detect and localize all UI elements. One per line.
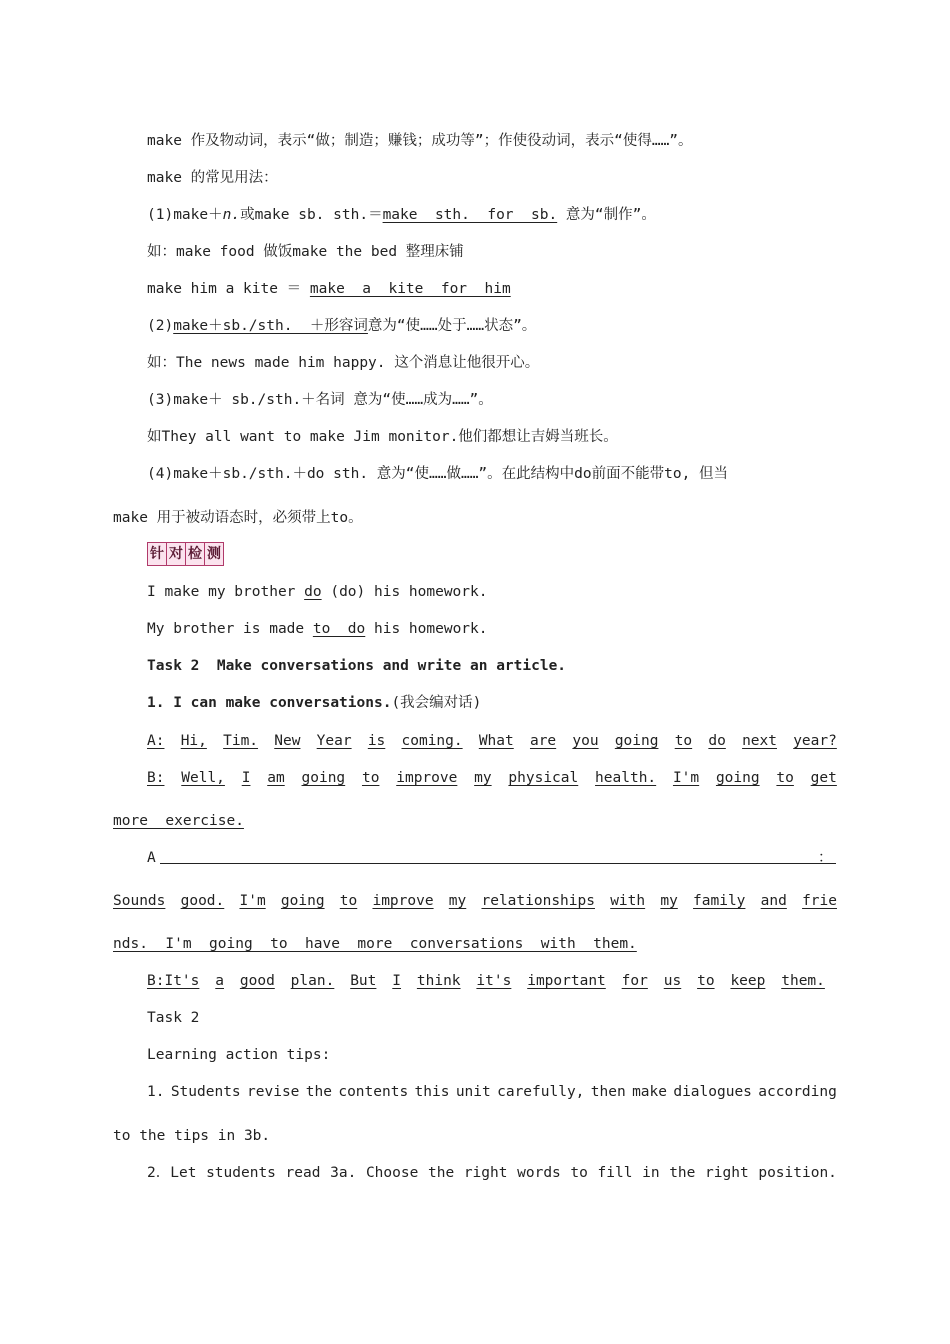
task-subheading xyxy=(147,693,481,713)
text-line: 如：make food 做饭make the bed 整理床铺 xyxy=(147,244,464,260)
word: and xyxy=(760,893,787,909)
word: my xyxy=(474,770,492,786)
word: What xyxy=(478,733,514,749)
text-segment: (我会编对话) xyxy=(391,695,482,711)
word: coming. xyxy=(401,733,463,749)
word: Well, xyxy=(181,770,225,786)
exercise-line xyxy=(147,582,487,602)
answer-rule xyxy=(160,863,836,864)
word: B: xyxy=(147,770,165,786)
italic-n: n. xyxy=(222,207,241,223)
text-line xyxy=(147,205,656,225)
text-line: (4)make＋sb./sth.＋do sth. 意为“使……做……”。在此结构中do前面不能带to, 但当 xyxy=(147,466,729,482)
text-segment: (1)make＋ xyxy=(147,207,223,223)
word: to xyxy=(776,770,794,786)
word: position. xyxy=(758,1165,837,1181)
word: students xyxy=(206,1165,276,1181)
badge-char: 对 xyxy=(167,543,186,565)
tip-line xyxy=(147,1082,837,1102)
word: important xyxy=(527,973,606,989)
word: right xyxy=(463,1165,508,1181)
word: 2．Let xyxy=(147,1165,197,1181)
badge-char: 测 xyxy=(207,546,221,562)
word: are xyxy=(529,733,557,749)
dialogue-line: more exercise. xyxy=(113,813,244,829)
word: going xyxy=(301,770,346,786)
text-segment: My brother is made xyxy=(147,621,313,637)
exercise-line xyxy=(147,619,487,639)
text-segment: 意为“使……处于……状态”。 xyxy=(367,318,537,334)
word: I'm xyxy=(672,770,700,786)
word: But xyxy=(350,973,377,989)
word: 1. xyxy=(147,1084,165,1100)
word: fill xyxy=(597,1165,633,1181)
word: think xyxy=(416,973,461,989)
word: get xyxy=(810,770,837,786)
word: is xyxy=(367,733,386,749)
word: year? xyxy=(793,733,837,749)
word: a xyxy=(215,973,224,989)
word: good xyxy=(239,973,275,989)
word: with xyxy=(610,893,646,909)
word: I'm xyxy=(239,893,266,909)
text-segment: his homework. xyxy=(365,621,488,637)
word: us xyxy=(663,973,682,989)
word: good. xyxy=(180,893,225,909)
badge-char: 检 xyxy=(186,543,205,565)
word: to xyxy=(339,893,358,909)
word: revise xyxy=(247,1084,300,1100)
word: right xyxy=(705,1165,749,1181)
word: unit xyxy=(455,1084,491,1100)
text-line xyxy=(147,279,511,299)
word: it's xyxy=(476,973,512,989)
text-line: make 的常见用法： xyxy=(147,170,278,186)
word: family xyxy=(693,893,746,909)
word: going xyxy=(614,733,659,749)
word: B:It's xyxy=(147,973,200,989)
text-segment: make him a kite ＝ xyxy=(147,281,310,297)
word: in xyxy=(642,1165,660,1181)
word: going xyxy=(280,893,325,909)
word: for xyxy=(621,973,648,989)
word: make xyxy=(632,1084,667,1100)
tips-label: Learning action tips: xyxy=(147,1047,331,1063)
word: to xyxy=(361,770,380,786)
text-segment: (2) xyxy=(147,318,174,334)
word: them. xyxy=(781,973,825,989)
text-line: (3)make＋ sb./sth.＋名词 意为“使……成为……”。 xyxy=(147,392,493,408)
answer-blank: make sth. for sb. xyxy=(382,207,558,223)
word: my xyxy=(660,893,678,909)
word: going xyxy=(715,770,760,786)
tip-line: to the tips in 3b. xyxy=(113,1128,271,1144)
word: New xyxy=(274,733,301,749)
dialogue-speaker: A xyxy=(147,850,156,866)
word: relationships xyxy=(481,893,595,909)
word: 3a. xyxy=(330,1165,357,1181)
dialogue-line xyxy=(147,768,837,788)
word: carefully, xyxy=(497,1084,585,1100)
word: Hi, xyxy=(180,733,207,749)
word: to xyxy=(697,973,715,989)
text-line: make 用于被动语态时，必须带上to。 xyxy=(113,510,363,526)
word: to xyxy=(570,1165,588,1181)
word: Sounds xyxy=(113,893,166,909)
word: the xyxy=(427,1165,455,1181)
word: my xyxy=(448,893,467,909)
word: I xyxy=(392,973,402,989)
word: according xyxy=(758,1084,837,1100)
section-badge xyxy=(147,542,224,566)
word: am xyxy=(267,770,285,786)
word: this xyxy=(414,1084,450,1100)
word: Year xyxy=(316,733,352,749)
badge-char: 针 xyxy=(148,543,167,565)
dialogue-line xyxy=(147,971,825,991)
word: physical xyxy=(508,770,579,786)
text-line: make 作及物动词，表示“做；制造；赚钱；成功等”；作使役动词，表示“使得……”。 xyxy=(147,133,693,149)
colon-mark: ： xyxy=(818,850,833,866)
word: contents xyxy=(338,1084,409,1100)
word: improve xyxy=(396,770,458,786)
word: the xyxy=(669,1165,696,1181)
word: to xyxy=(674,733,693,749)
word: then xyxy=(590,1084,626,1100)
tip-line xyxy=(147,1163,837,1183)
text-segment: I make my brother xyxy=(147,584,305,600)
word: improve xyxy=(372,893,434,909)
word: the xyxy=(305,1084,332,1100)
word: Students xyxy=(170,1084,241,1100)
word: dialogues xyxy=(673,1084,752,1100)
tips-title: Task 2 xyxy=(147,1010,200,1026)
answer-blank: to do xyxy=(312,621,366,637)
answer-blank: make＋sb./sth. ＋形容词 xyxy=(173,318,368,334)
word: health. xyxy=(595,770,657,786)
word: do xyxy=(708,733,726,749)
text-segment: 意为“制作”。 xyxy=(557,207,656,223)
word: read xyxy=(285,1165,321,1181)
text-line: 如They all want to make Jim monitor.他们都想让吉姆当班长。 xyxy=(147,429,618,445)
text-segment: 或make sb. sth.＝ xyxy=(240,207,383,223)
dialogue-line xyxy=(147,731,837,751)
text-line: 如：The news made him happy. 这个消息让他很开心。 xyxy=(147,355,540,371)
word: plan. xyxy=(290,973,335,989)
word: I xyxy=(241,770,251,786)
word: Tim. xyxy=(223,733,259,749)
word: next xyxy=(742,733,777,749)
task-heading: Task 2 Make conversations and write an article. xyxy=(147,658,567,674)
text-segment: (do) his homework. xyxy=(321,584,488,600)
answer-blank: do xyxy=(304,584,322,600)
word: A: xyxy=(147,733,165,749)
text-line xyxy=(147,316,536,336)
word: keep xyxy=(730,973,766,989)
word: words xyxy=(517,1165,561,1181)
answer-blank: make a kite for him xyxy=(309,281,511,297)
text-segment: 1. I can make conversations. xyxy=(147,695,392,711)
word: Choose xyxy=(365,1165,419,1181)
dialogue-line: nds. I'm going to have more conversations with them. xyxy=(113,936,637,952)
dialogue-line xyxy=(113,891,837,911)
word: frie xyxy=(802,893,837,909)
word: you xyxy=(572,733,599,749)
